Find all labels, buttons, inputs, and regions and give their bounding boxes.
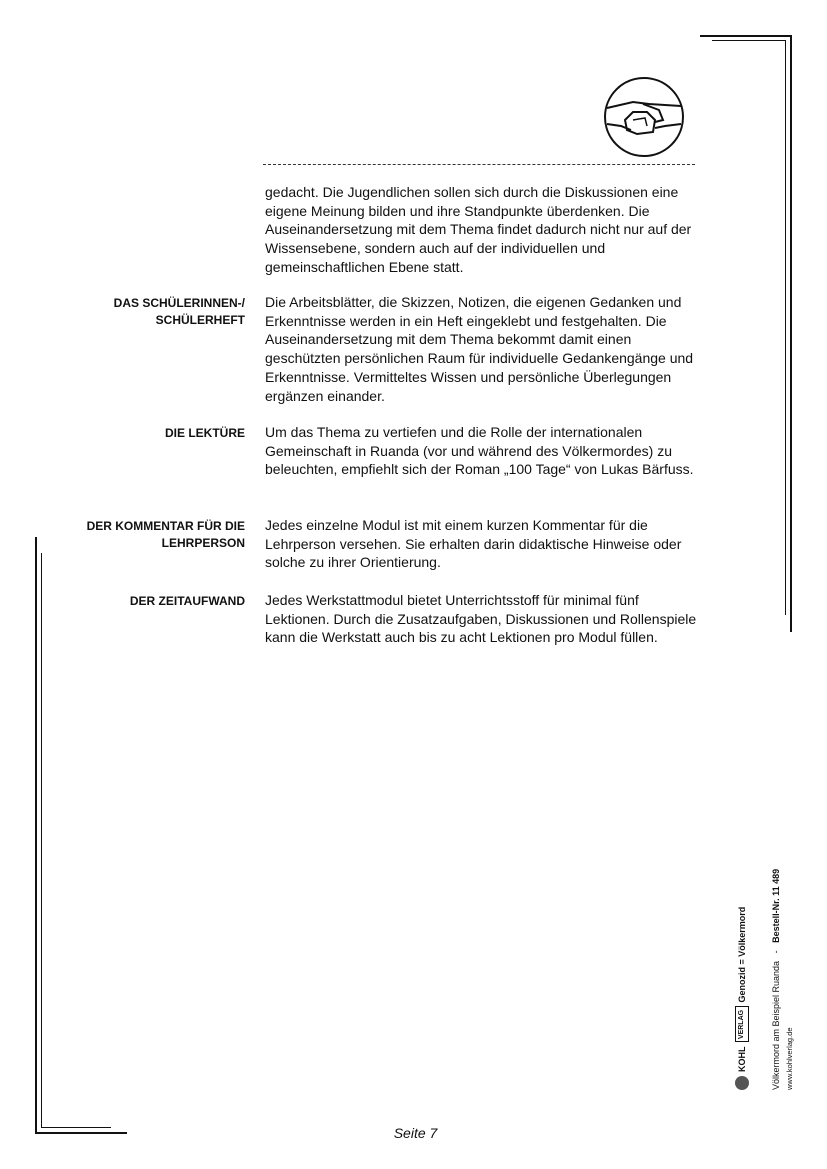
handshake-icon (603, 76, 685, 158)
section-label: DAS SCHÜLERINNEN-/ SCHÜLERHEFT (113, 296, 245, 327)
order-number: Bestell-Nr. 11 489 (771, 868, 781, 943)
dashed-divider (263, 164, 695, 165)
publisher-name: KOHL (736, 1046, 747, 1072)
frame-top-right-horizontal-inner (712, 40, 786, 41)
separator: - (771, 950, 781, 954)
section-text: Die Arbeitsblätter, die Skizzen, Notizen, die eigenen Gedanken und Erkenntnisse werden in ein Heft eingeklebt und festgehalten. Die Auseinandersetzung mit dem Thema bekommt damit einen geschützten persönlichen Raum für individuelle Gedankengänge und Erkenntnisse. Vermitteltes Wissen und persönliche Überlegungen ergänzen einander. (265, 294, 694, 404)
section-label: DIE LEKTÜRE (164, 426, 245, 440)
section-text: Jedes Werkstattmodul bietet Unterrichtsstoff für minimal fünf Lektionen. Durch die Zusatzaufgaben, Diskussionen und Rollenspiele kann die Werkstatt auch bis zu acht Lektionen pro Modul füllen. (265, 592, 697, 646)
intro-paragraph: gedacht. Die Jugendlichen sollen sich durch die Diskussionen eine eigene Meinung bilden und ihre Standpunkte überdenken. Die Auseinandersetzung mit dem Thema findet dadurch nicht nur auf der Wissensebene, sondern auch auf der individuellen und gemeinschaftlichen Ebene statt. (265, 184, 692, 275)
publisher-url: www.kohlverlag.de (785, 1027, 794, 1090)
frame-left-vertical-inner (41, 553, 42, 1128)
frame-right-vertical-outer (790, 35, 792, 632)
frame-top-right-horizontal-outer (700, 35, 792, 37)
page-number: Seite 7 (393, 1125, 438, 1141)
frame-right-vertical-inner (785, 40, 786, 615)
book-subtitle: Völkermord am Beispiel Ruanda (771, 960, 781, 1090)
series-title: Genozid = Völkermord (736, 906, 747, 1003)
section-label: DER ZEITAUFWAND (129, 594, 245, 608)
section-text: Um das Thema zu vertiefen und die Rolle der internationalen Gemeinschaft in Ruanda (vor und während des Völkermordes) zu beleuchten, empfiehlt sich der Roman „100 Tage“ von Lukas Bärfuss. (265, 424, 694, 478)
frame-left-vertical-outer (35, 537, 37, 1134)
section-label: DER KOMMENTAR FÜR DIE LEHRPERSON (86, 519, 245, 550)
section-text: Jedes einzelne Modul ist mit einem kurzen Kommentar für die Lehrperson versehen. Sie erhalten darin didaktische Hinweise oder solche zu ihrer Orientierung. (265, 517, 682, 571)
publisher-sidebar (735, 770, 795, 1090)
publisher-logo-box: VERLAG (735, 1007, 749, 1043)
tree-logo-icon (735, 1076, 749, 1090)
